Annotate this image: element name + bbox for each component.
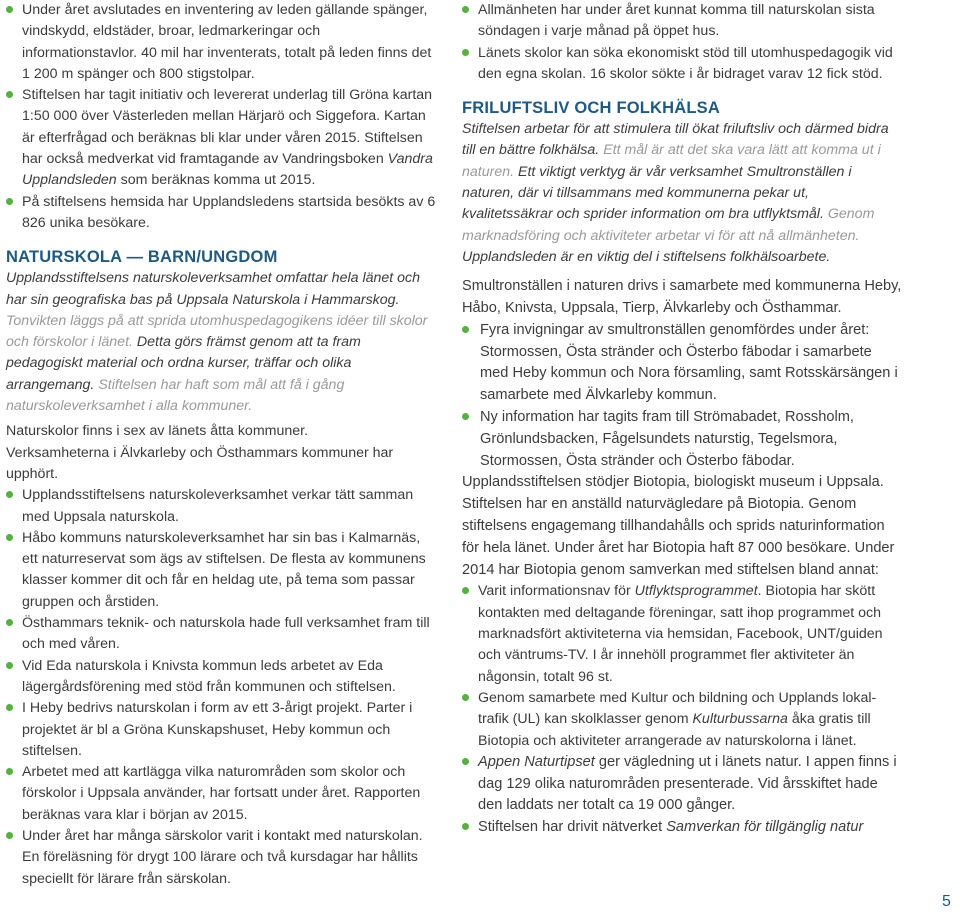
list-item: Genom samarbete med Kultur och bildning och Upplands lokaltrafik (UL) kan skolklasser genom Kulturbussarna åka gratis till Biotopia och aktiviteter arrangerade av naturskolorna i länet.: [462, 688, 902, 752]
naturskola-bullets: [6, 485, 436, 890]
list-item: Håbo kommuns naturskoleverksamhet har sin bas i Kalmarnäs, ett naturreservat som ägs av stiftelsen. De flesta av kommunens klasser kommer dit och får en heldag ute, på tema som passar gruppen och årstiden.: [6, 528, 436, 613]
list-item: Varit informationsnav för Utflyktsprogrammet. Biotopia har skött kontakten med deltagande föreningar, satt ihop programmet och marknadsfört aktiviteterna via hemsidan, Facebook, UNT/guiden och väntrums-TV. I år innehöll programmet fler aktiviteter än någonsin, totalt 96 st.: [462, 581, 902, 687]
list-item: Länets skolor kan söka ekonomiskt stöd till utomhuspedagogik vid den egna skolan. 16 skolor sökte i år bidraget varav 12 fick stöd.: [462, 43, 902, 86]
list-item: Arbetet med att kartlägga vilka naturområden som skolor och förskolor i Uppsala använder, har fortsatt under året. Rapporten beräknas vara klar i början av 2015.: [6, 762, 436, 826]
list-item: Fyra invigningar av smultronställen genomfördes under året: Stormossen, Östa stränder och Österbo fäbodar i samarbete med Heby kommun och Nora församling, samt Rotsskärsängen i samarbete med Älvkarleby kommun.: [462, 320, 902, 407]
naturskola-bullets-cont: [462, 0, 902, 85]
list-item: Stiftelsen har drivit nätverket Samverkan för tillgänglig natur: [462, 817, 902, 839]
book-title: Vandra Upplandsleden: [22, 151, 433, 189]
list-item: Stiftelsen har tagit initiativ och levererat underlag till Gröna kartan 1:50 000 över Västerleden mellan Härjarö och Siggefora. Kartan är efterfrågad och beräknas bli klar under våren 2015. Stiftelsen har också medverkat vid framtagande av Vandringsboken Vandra Upplandsleden som beräknas komma ut 2015.: [6, 85, 436, 191]
naturskola-intro: Upplandsstiftelsens naturskoleverksamhet omfattar hela länet och har sin geografiska bas på Uppsala Naturskola i Hammarskog. Tonvikten läggs på att sprida utomhuspedagogikens idéer till skolor och förskolor i länet. Detta görs främst genom att ta fram pedagogiskt material och ordna kurser, träffar och olika arrangemang. Stiftelsen har haft som mål att få i gång naturskoleverksamhet i alla kommuner.: [6, 270, 428, 415]
biotopia-bullets: [462, 581, 902, 839]
list-item: Under året har många särskolor varit i kontakt med naturskolan. En föreläsning för drygt 100 lärare och två kursdagar har hållits speciellt för lärare från särskolan.: [6, 826, 436, 890]
naturskola-para-2: Verksamheterna i Älvkarleby och Östhammars kommuner har upphört.: [6, 444, 394, 482]
list-item: Upplandsstiftelsens naturskoleverksamhet verkar tätt samman med Uppsala naturskola.: [6, 485, 436, 528]
list-item: Ny information har tagits fram till Strömabadet, Rossholm, Grönlundsbacken, Fågelsundets naturstig, Tegelsmora, Stormossen, Östa stränder och Österbo fäbodar.: [462, 407, 902, 472]
list-item: Under året avslutades en inventering av leden gällande spänger, vindskydd, eldstäder, broar, ledmarkeringar och informationstavlor. 40 mil har inventerats, totalt på leden finns det 1 200 m spänger och 800 stigstolpar.: [6, 0, 436, 85]
biotopia-para: Upplandsstiftelsen stödjer Biotopia, biologiskt museum i Uppsala. Stiftelsen har en anställd naturvägledare på Biotopia. Genom stiftelsens engagemang tillhandahålls och sprids naturinformation för hela länet. Under året har Biotopia haft 87 000 besökare. Under 2014 har Biotopia genom samverkan med stiftelsen bland annat:: [462, 474, 895, 578]
upplandsleden-bullets: [6, 0, 436, 234]
page-number: 5: [942, 893, 951, 910]
smultron-bullets: [462, 320, 902, 473]
right-column: [462, 0, 902, 839]
list-item: Appen Naturtipset ger vägledning ut i länets natur. I appen finns i dag 129 olika naturområden presenterade. Vid årsskiftet hade den laddats ner totalt ca 19 000 gånger.: [462, 752, 902, 817]
left-column: [6, 0, 436, 890]
smultron-para: Smultronställen i naturen drivs i samarbete med kommunerna Heby, Håbo, Knivsta, Uppsala, Tierp, Älvkarleby och Östhammar.: [462, 278, 902, 317]
list-item: Östhammars teknik- och naturskola hade full verksamhet fram till och med våren.: [6, 613, 436, 656]
section-heading-friluftsliv: FRILUFTSLIV OCH FOLKHÄLSA: [462, 99, 720, 118]
list-item: Allmänheten har under året kunnat komma till naturskolan sista söndagen i varje månad på öppet hus.: [462, 0, 902, 43]
section-heading-naturskola: NATURSKOLA — BARN/UNGDOM: [6, 248, 278, 267]
list-item: Vid Eda naturskola i Knivsta kommun leds arbetet av Eda lägergårdsförening med stöd från kommunen och stiftelsen.: [6, 656, 436, 699]
naturskola-para-1: Naturskolor finns i sex av länets åtta kommuner.: [6, 423, 309, 440]
list-item: I Heby bedrivs naturskolan i form av ett 3-årigt projekt. Parter i projektet är bl a Gröna Kunskapshuset, Heby kommun och stiftelsen.: [6, 698, 436, 762]
friluftsliv-intro: Stiftelsen arbetar för att stimulera till ökat friluftsliv och därmed bidra till en bättre folkhälsa. Ett mål är att det ska vara lätt att komma ut i naturen. Ett viktigt verktyg är vår verksamhet Smultronställen i naturen, där vi tillsammans med kommunerna pekar ut, kvalitetssäkrar och sprider information om bra utflyktsmål. Genom marknadsföring och aktiviteter arbetar vi för att nå allmänheten. Upplandsleden är en viktig del i stiftelsens folkhälsoarbete.: [462, 121, 889, 265]
list-item: På stiftelsens hemsida har Upplandsledens startsida besökts av 6 826 unika besökare.: [6, 192, 436, 235]
